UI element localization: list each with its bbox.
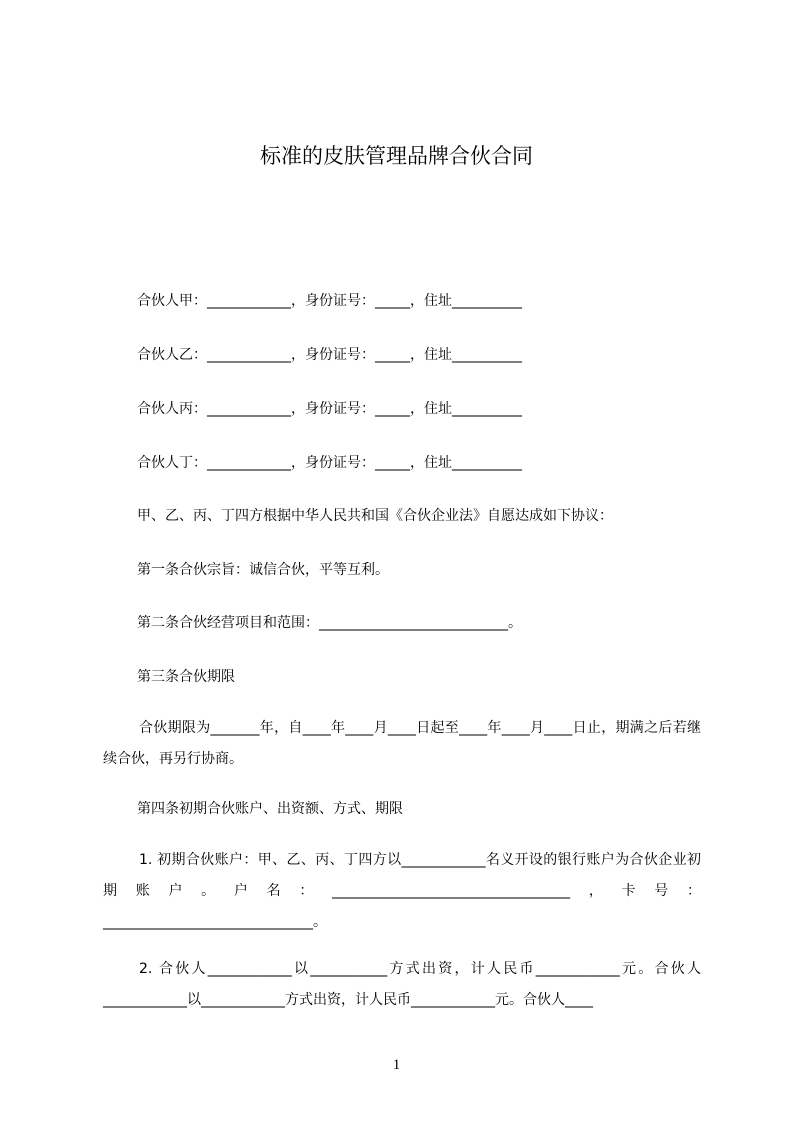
article-1: 第一条合伙宗旨：诚信合伙，平等互利。 bbox=[137, 562, 389, 578]
partner-b-line: 合伙人乙：____________，身份证号：_____，住址__________ bbox=[137, 347, 522, 363]
article-2: 第二条合伙经营项目和范围：___________________________。 bbox=[137, 615, 522, 631]
intro-paragraph: 甲、乙、丙、丁四方根据中华人民共和国《合伙企业法》自愿达成如下协议： bbox=[137, 508, 613, 524]
page-number: 1 bbox=[392, 1057, 401, 1073]
document-title: 标准的皮肤管理品牌合伙合同 bbox=[260, 144, 533, 168]
article-4-item-1: 1. 初期合伙账户：甲、乙、丙、丁四方以____________名义开设的银行账户为合伙企业初期账户。户名：__________________________________，卡号：______________________________。 bbox=[103, 852, 701, 930]
partner-d-line: 合伙人丁：____________，身份证号：_____，住址__________ bbox=[137, 455, 522, 471]
article-4-heading: 第四条初期合伙账户、出资额、方式、期限 bbox=[137, 801, 403, 817]
article-3-body: 合伙期限为_______年，自____年____月____日起至____年____月____日止，期满之后若继续合伙，再另行协商。 bbox=[103, 720, 701, 767]
article-3-heading: 第三条合伙期限 bbox=[137, 669, 235, 685]
partner-c-line: 合伙人丙：____________，身份证号：_____，住址__________ bbox=[137, 401, 522, 417]
partner-a-line: 合伙人甲：____________，身份证号：_____，住址__________ bbox=[137, 293, 522, 309]
article-4-item-2: 2. 合伙人____________以___________方式出资，计人民币____________元。合伙人____________以____________方式出资，计人民币____________元。合伙人____ bbox=[103, 961, 701, 1008]
